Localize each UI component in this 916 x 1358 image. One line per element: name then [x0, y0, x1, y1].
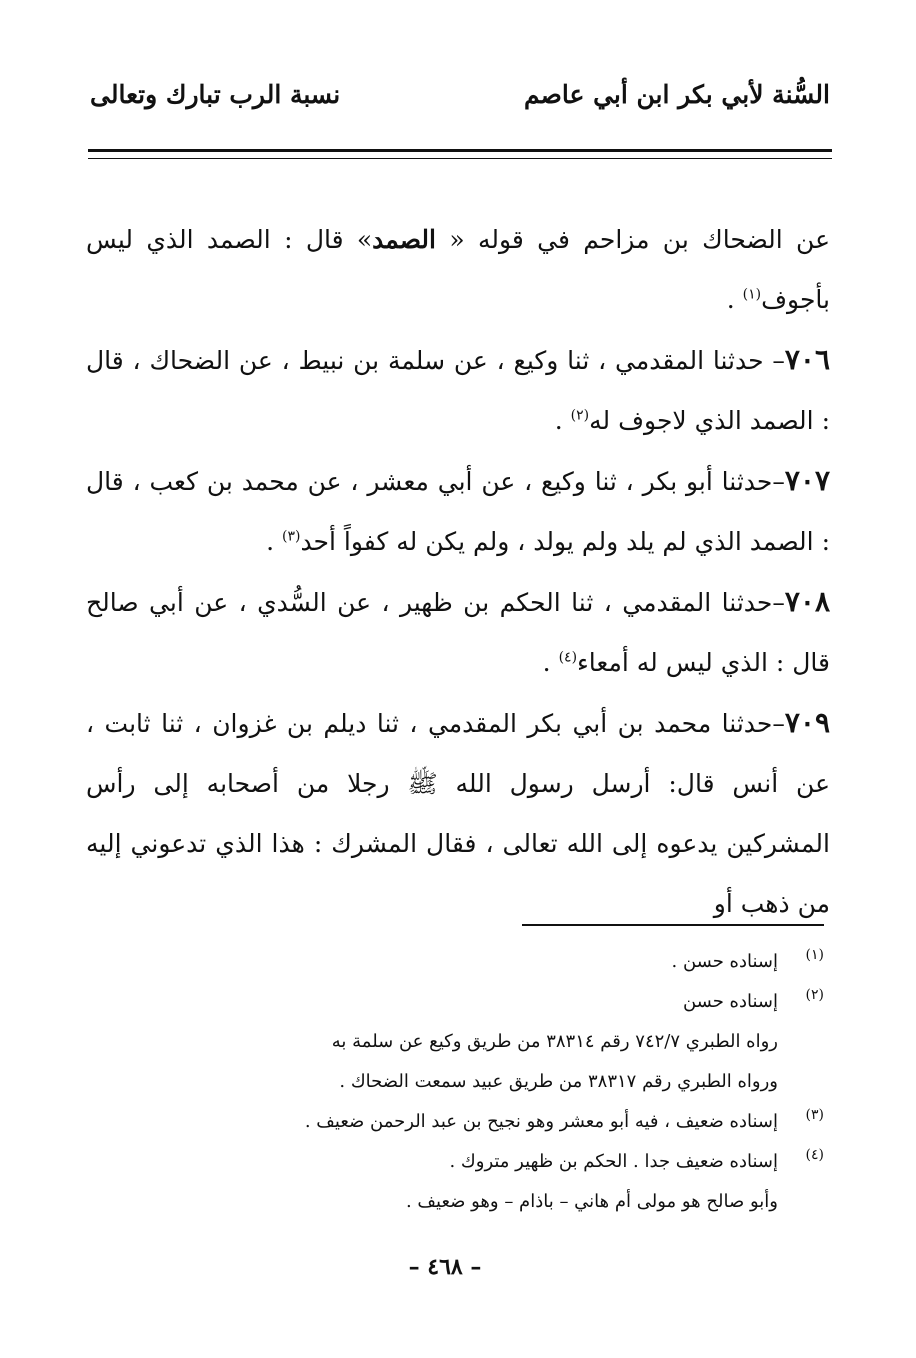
header-rule-thick [88, 149, 832, 152]
hadith-text: –حدثنا محمد بن أبي بكر المقدمي ، ثنا ديلم بن غزوان ، ثنا ثابت ، عن أنس قال: أرسل رسول الله ﷺ رجلا من أصحابه إلى رأس المشركين يدعوه إلى الله تعالى ، فقال المشرك : هذا الذي تدعوني إليه من ذهب أو [86, 709, 830, 918]
hadith-709 [86, 693, 830, 934]
hadith-text: –حدثنا أبو بكر ، ثنا وكيع ، عن أبي معشر ، عن محمد بن كعب ، قال : الصمد الذي لم يلد ولم يولد ، ولم يكن له كفواً أحد [86, 467, 830, 556]
hadith-number: ٧٠٧ [784, 464, 830, 497]
hadith-number: ٧٠٦ [784, 343, 830, 376]
hadith-text: –حدثنا المقدمي ، ثنا الحكم بن ظهير ، عن السُّدي ، عن أبي صالح قال : الذي ليس له أمعاء [86, 588, 830, 677]
intro-text-a: عن الضحاك بن مزاحم في قوله « [436, 225, 830, 254]
footnote-line: إسناده ضعيف جدا . الحكم بن ظهير متروك . [449, 1151, 778, 1172]
footnote-line: ورواه الطبري رقم ٣٨٣١٧ من طريق عبيد سمعت الضحاك . [339, 1071, 778, 1092]
footnote-2 [264, 982, 824, 1102]
hadith-number: ٧٠٩ [784, 706, 830, 739]
footnote-ref-3[interactable]: (٣) [281, 528, 301, 545]
intro-text-b: » قال : الصمد الذي ليس [86, 225, 373, 254]
page-number: – ٤٦٨ – [408, 1254, 482, 1280]
footnote-4 [264, 1142, 824, 1222]
footnote-marker: (٤) [805, 1147, 824, 1163]
footnote-1 [264, 942, 824, 982]
footnote-ref-2[interactable]: (٢) [570, 407, 590, 424]
hadith-706 [86, 330, 830, 451]
intro-text-line2: بأجوف [761, 285, 830, 314]
footnote-line: إسناده حسن . [671, 951, 778, 972]
footnote-marker: (٢) [805, 987, 824, 1003]
hadith-708 [86, 572, 830, 693]
header-rule-thin [88, 158, 832, 159]
hadith-text: – حدثنا المقدمي ، ثنا وكيع ، عن سلمة بن نبيط ، عن الضحاك ، قال : الصمد الذي لاجوف له [86, 346, 830, 435]
footnote-ref-1[interactable]: (١) [742, 286, 762, 303]
footnotes [264, 942, 824, 1222]
footnote-line: وأبو صالح هو مولى أم هاني – باذام – وهو ضعيف . [405, 1191, 778, 1212]
main-text [86, 210, 830, 934]
hadith-end: . [554, 406, 571, 435]
footnote-separator [522, 924, 824, 926]
running-header [90, 80, 830, 120]
hadith-707 [86, 451, 830, 572]
hadith-number: ٧٠٨ [784, 585, 830, 618]
footnote-ref-4[interactable]: (٤) [558, 649, 578, 666]
footnote-line: رواه الطبري ٧٤٢/٧ رقم ٣٨٣١٤ من طريق وكيع عن سلمة به [331, 1031, 778, 1052]
intro-bold-word: الصمد [372, 225, 436, 254]
intro-paragraph [86, 210, 830, 330]
intro-end: . [726, 285, 743, 314]
footnote-marker: (٣) [805, 1107, 824, 1123]
book-title: السُّنة لأبي بكر ابن أبي عاصم [523, 80, 830, 109]
footnote-line: إسناده ضعيف ، فيه أبو معشر وهو نجيح بن عبد الرحمن ضعيف . [304, 1111, 778, 1132]
hadith-end: . [542, 648, 559, 677]
chapter-title: نسبة الرب تبارك وتعالى [90, 80, 341, 109]
footnote-line: إسناده حسن [682, 991, 778, 1012]
footnote-3 [264, 1102, 824, 1142]
footnote-marker: (١) [805, 947, 824, 963]
hadith-end: . [266, 527, 282, 556]
